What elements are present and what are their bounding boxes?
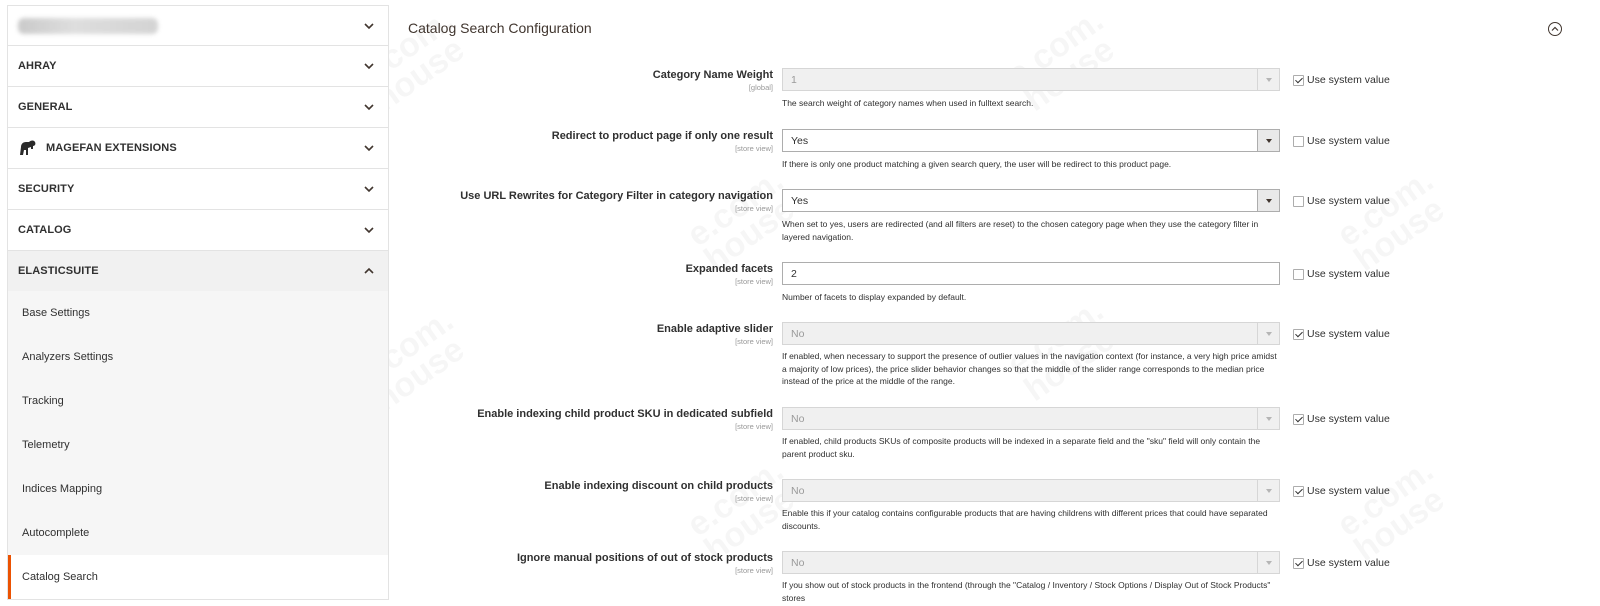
sidebar-section-label: MAGEFAN EXTENSIONS <box>46 142 177 154</box>
field-note: If you show out of stock products in the frontend (through the "Catalog / Inventory / Stock Options / Display Out of Stock Products" stores <box>782 580 1271 603</box>
chevron-down-icon <box>362 223 376 237</box>
sidebar-section-label: ELASTICSUITE <box>18 265 99 277</box>
field-label: Category Name Weight <box>652 69 773 81</box>
checkbox-unchecked[interactable] <box>1293 136 1304 147</box>
sidebar-item-base-settings[interactable]: Base Settings <box>22 307 90 319</box>
chevron-down-icon <box>362 100 376 114</box>
select-arrow <box>1257 323 1279 344</box>
use-system-value-label: Use system value <box>1307 328 1390 340</box>
elasticsuite-submenu <box>7 291 389 600</box>
select-value: Yes <box>791 194 809 207</box>
checkbox-unchecked[interactable] <box>1293 269 1304 280</box>
field-note: Number of facets to display expanded by default. <box>782 292 967 302</box>
field-scope: [store view] <box>735 204 773 213</box>
use-system-value-checkbox[interactable] <box>1293 485 1390 497</box>
redirect-single-result-select[interactable] <box>782 129 1280 152</box>
checkbox-checked[interactable] <box>1293 558 1304 569</box>
select-arrow <box>1257 69 1279 90</box>
select-arrow <box>1257 552 1279 573</box>
use-system-value-checkbox[interactable] <box>1293 328 1390 340</box>
triangle-down-icon <box>1266 332 1272 336</box>
field-note: When set to yes, users are redirected (and all filters are reset) to the chosen category page when they use the category filter in layered navigation. <box>782 219 1259 242</box>
triangle-down-icon <box>1266 139 1272 143</box>
field-scope: [store view] <box>735 566 773 575</box>
sidebar-section-elasticsuite[interactable] <box>7 250 389 291</box>
use-system-value-checkbox[interactable] <box>1293 557 1390 569</box>
field-label: Redirect to product page if only one result <box>551 130 773 142</box>
sidebar-section-security[interactable] <box>7 168 389 209</box>
use-system-value-checkbox[interactable] <box>1293 413 1390 425</box>
category-name-weight-select[interactable] <box>782 68 1280 91</box>
sidebar-section-label: GENERAL <box>18 101 73 113</box>
expanded-facets-input[interactable]: 2 <box>782 262 1280 285</box>
sidebar-item-autocomplete[interactable]: Autocomplete <box>22 527 90 539</box>
triangle-down-icon <box>1266 78 1272 82</box>
select-value: 1 <box>791 73 797 86</box>
sidebar-section-general[interactable] <box>7 86 389 127</box>
use-system-value-checkbox[interactable] <box>1293 135 1390 147</box>
triangle-down-icon <box>1266 417 1272 421</box>
sidebar-item-tracking[interactable]: Tracking <box>22 395 64 407</box>
select-arrow <box>1257 408 1279 429</box>
field-note: If there is only one product matching a given search query, the user will be redirect to this product page. <box>782 159 1172 169</box>
chevron-down-icon <box>362 19 376 33</box>
config-sidebar <box>7 5 389 600</box>
field-note: The search weight of category names when used in fulltext search. <box>782 98 1034 108</box>
use-system-value-checkbox[interactable] <box>1293 74 1390 86</box>
field-label: Enable adaptive slider <box>656 323 773 335</box>
adaptive-slider-select[interactable] <box>782 322 1280 345</box>
chevron-up-icon <box>362 264 376 278</box>
field-label: Use URL Rewrites for Category Filter in category navigation <box>460 190 773 202</box>
chevron-down-icon <box>362 141 376 155</box>
field-label: Expanded facets <box>685 263 773 275</box>
select-value: No <box>791 327 805 340</box>
checkbox-checked[interactable] <box>1293 414 1304 425</box>
blurred-store-name <box>18 18 158 34</box>
chevron-down-icon <box>362 182 376 196</box>
select-arrow <box>1257 130 1279 151</box>
discount-child-products-select[interactable] <box>782 479 1280 502</box>
ignore-manual-positions-select[interactable] <box>782 551 1280 574</box>
triangle-down-icon <box>1266 489 1272 493</box>
checkbox-checked[interactable] <box>1293 486 1304 497</box>
use-system-value-label: Use system value <box>1307 74 1390 86</box>
use-system-value-label: Use system value <box>1307 413 1390 425</box>
triangle-down-icon <box>1266 561 1272 565</box>
field-note: If enabled, when necessary to support the presence of outlier values in the navigation context (for instance, a very high price amidst a majority of low prices), the price slider behavior changes so that the middle of the slider range corresponds to the median price instead of the price at the middle of the range. <box>782 351 1277 386</box>
use-system-value-label: Use system value <box>1307 135 1390 147</box>
use-system-value-label: Use system value <box>1307 195 1390 207</box>
select-arrow <box>1257 480 1279 501</box>
field-label: Ignore manual positions of out of stock products <box>516 552 773 564</box>
sidebar-section-label: CATALOG <box>18 224 72 236</box>
section-title[interactable]: Catalog Search Configuration <box>408 20 592 36</box>
collapse-circle-icon[interactable] <box>1547 21 1563 37</box>
config-main <box>400 0 1600 606</box>
sidebar-item-indices-mapping[interactable]: Indices Mapping <box>22 483 103 495</box>
use-system-value-label: Use system value <box>1307 557 1390 569</box>
url-rewrites-select[interactable] <box>782 189 1280 212</box>
field-label: Enable indexing child product SKU in dedicated subfield <box>477 408 773 420</box>
select-value: No <box>791 556 805 569</box>
store-switcher-section[interactable] <box>7 5 389 45</box>
field-scope: [store view] <box>735 422 773 431</box>
sidebar-section-label: SECURITY <box>18 183 75 195</box>
field-scope: [store view] <box>735 144 773 153</box>
field-note: If enabled, child products SKUs of composite products will be indexed in a separate field and the "sku" field will only contain the parent product sku. <box>782 436 1261 459</box>
field-scope: [store view] <box>735 277 773 286</box>
use-system-value-label: Use system value <box>1307 485 1390 497</box>
use-system-value-label: Use system value <box>1307 268 1390 280</box>
chevron-down-icon <box>362 59 376 73</box>
select-arrow <box>1257 190 1279 211</box>
child-sku-subfield-select[interactable] <box>782 407 1280 430</box>
select-value: No <box>791 412 805 425</box>
sidebar-item-analyzers-settings[interactable]: Analyzers Settings <box>22 351 114 363</box>
magefan-logo-icon <box>18 138 38 158</box>
field-scope: [store view] <box>735 494 773 503</box>
sidebar-item-catalog-search[interactable]: Catalog Search <box>8 555 388 599</box>
sidebar-section-ahray[interactable] <box>7 45 389 86</box>
field-label: Enable indexing discount on child products <box>544 480 773 492</box>
sidebar-section-catalog[interactable] <box>7 209 389 250</box>
sidebar-item-telemetry[interactable]: Telemetry <box>22 439 70 451</box>
checkbox-unchecked[interactable] <box>1293 196 1304 207</box>
sidebar-section-label: AHRAY <box>18 60 57 72</box>
field-note: Enable this if your catalog contains configurable products that are having childrens with different prices that could have separated discounts. <box>782 508 1268 531</box>
select-value: No <box>791 484 805 497</box>
select-value: Yes <box>791 134 809 147</box>
use-system-value-checkbox[interactable] <box>1293 268 1390 280</box>
sidebar-section-magefan-extensions[interactable] <box>7 127 389 168</box>
triangle-down-icon <box>1266 199 1272 203</box>
field-scope: [store view] <box>735 337 773 346</box>
checkbox-checked[interactable] <box>1293 329 1304 340</box>
use-system-value-checkbox[interactable] <box>1293 195 1390 207</box>
field-scope: [global] <box>748 83 773 92</box>
checkbox-checked[interactable] <box>1293 75 1304 86</box>
